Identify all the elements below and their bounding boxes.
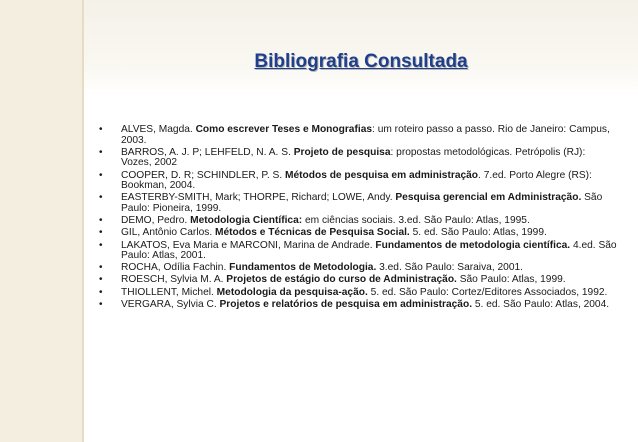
reference-author: ROCHA, Odília Fachin. bbox=[121, 262, 230, 274]
reference-author: ROESCH, Sylvia M. A. bbox=[121, 274, 227, 286]
reference-item bbox=[99, 148, 617, 169]
slide-title: Bibliografia Consultada bbox=[254, 51, 468, 72]
reference-title: Fundamentos de Metodologia. bbox=[229, 262, 377, 274]
reference-item bbox=[99, 193, 617, 214]
reference-details: : um roteiro passo a passo. Rio de Janeiro: Campus, 2003. bbox=[121, 124, 610, 146]
reference-item bbox=[99, 275, 617, 286]
reference-item bbox=[99, 125, 617, 146]
reference-title: Métodos e Técnicas de Pesquisa Social. bbox=[215, 227, 410, 239]
reference-item bbox=[99, 263, 617, 274]
bullet-icon: • bbox=[99, 286, 103, 298]
reference-details: em ciências sociais. 3.ed. São Paulo: Atlas, 1995. bbox=[302, 215, 530, 227]
reference-details: 4.ed. São Paulo: Atlas, 2001. bbox=[121, 239, 617, 262]
reference-details: : propostas metodológicas. Petrópolis (RJ): Vozes, 2002 bbox=[121, 146, 586, 169]
reference-author: COOPER, D. R; SCHINDLER, P. S. bbox=[121, 169, 285, 181]
reference-title: Projetos de estágio do curso de Administração. bbox=[226, 274, 457, 286]
reference-title: Como escrever Teses e Monografias bbox=[195, 124, 373, 135]
reference-title: Metodologia da pesquisa-ação. bbox=[216, 286, 368, 298]
reference-author: THIOLLENT, Michel. bbox=[121, 286, 217, 298]
reference-author: BARROS, A. J. P; LEHFELD, N. A. S. bbox=[121, 146, 294, 158]
reference-item bbox=[99, 171, 617, 192]
reference-item bbox=[99, 300, 617, 311]
reference-details: 5. ed. São Paulo: Atlas, 2004. bbox=[472, 298, 610, 310]
reference-title: Fundamentos de metodologia científica. bbox=[375, 239, 571, 251]
reference-item bbox=[99, 216, 617, 227]
bullet-icon: • bbox=[99, 124, 103, 135]
reference-title: Pesquisa gerencial em Administração. bbox=[395, 192, 582, 204]
reference-title: Projetos e relatórios de pesquisa em administração. bbox=[219, 298, 473, 310]
bullet-icon: • bbox=[99, 227, 103, 239]
reference-item bbox=[99, 228, 617, 239]
bullet-icon: • bbox=[99, 274, 103, 286]
bullet-icon: • bbox=[99, 169, 103, 181]
bullet-icon: • bbox=[99, 298, 103, 310]
reference-details: São Paulo: Pioneira, 1999. bbox=[121, 192, 603, 214]
reference-author: DEMO, Pedro. bbox=[121, 215, 191, 227]
bullet-icon: • bbox=[99, 192, 103, 204]
reference-item bbox=[99, 241, 617, 262]
reference-title: Métodos de pesquisa em administração bbox=[284, 169, 479, 181]
reference-author: GIL, Antônio Carlos. bbox=[121, 227, 215, 239]
reference-details: 5. ed. São Paulo: Cortez/Editores Associados, 1992. bbox=[367, 286, 608, 298]
reference-author: VERGARA, Sylvia C. bbox=[121, 298, 220, 310]
title-band bbox=[84, 0, 638, 96]
reference-details: 5. ed. São Paulo: Atlas, 1999. bbox=[409, 227, 547, 239]
reference-details: 3.ed. São Paulo: Saraiva, 2001. bbox=[376, 262, 523, 274]
reference-item bbox=[99, 288, 617, 299]
reference-author: EASTERBY-SMITH, Mark; THORPE, Richard; LOWE, Andy. bbox=[121, 192, 396, 204]
reference-title: Metodologia Científica: bbox=[190, 215, 303, 227]
bullet-icon: • bbox=[99, 215, 103, 227]
reference-details: São Paulo: Atlas, 1999. bbox=[456, 274, 566, 286]
reference-list bbox=[99, 125, 617, 312]
reference-title: Projeto de pesquisa bbox=[293, 146, 391, 158]
reference-author: LAKATOS, Eva Maria e MARCONI, Marina de Andrade. bbox=[121, 239, 376, 251]
reference-details: . 7.ed. Porto Alegre (RS): Bookman, 2004. bbox=[121, 169, 592, 192]
bullet-icon: • bbox=[99, 239, 103, 251]
reference-author: ALVES, Magda. bbox=[121, 124, 196, 135]
left-decorative-band bbox=[0, 0, 82, 442]
bullet-icon: • bbox=[99, 262, 103, 274]
bullet-icon: • bbox=[99, 146, 103, 158]
